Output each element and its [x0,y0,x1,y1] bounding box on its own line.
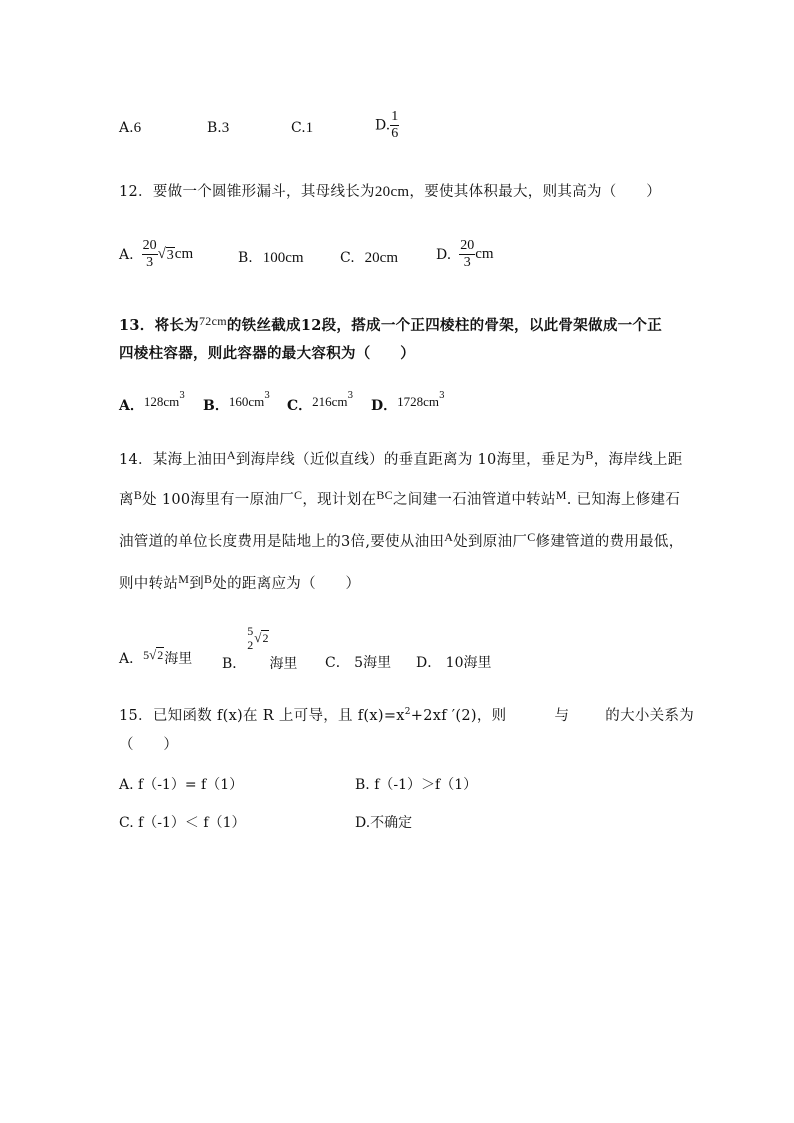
option-label: D. [436,246,452,263]
q14-text: 到 [189,576,204,592]
exponent: 3 [439,391,445,402]
exponent: 3 [264,391,270,402]
coefficient: 5 [143,648,150,662]
option-text: D． 10海里 [416,655,492,671]
unit: cm [475,246,494,262]
q11-option-d [375,109,399,142]
q14-option-d [416,652,492,672]
q14-text: ，海岸线上距 [593,452,683,468]
q13-stem-text-2: 的铁丝截成12段，搭成一个正四棱柱的骨架，以此骨架做成一个正 [226,317,663,334]
option-label: B. [238,250,253,266]
fraction [459,238,475,271]
q12-option-b [238,250,304,267]
exponent: 3 [347,391,354,402]
q15-text: +2xf ′(2)，则 [410,707,507,724]
q14-text: 修建管道的费用最低， [535,534,684,550]
q13-option-c [287,391,354,415]
q12-option-c [340,250,398,267]
q14-stem-line3 [119,532,684,552]
option-text: C． 5海里 [325,655,392,671]
option-label: A. [119,120,134,136]
point-label-b: B [133,488,143,502]
q12-option-d [436,238,494,271]
option-label: B． [203,398,229,414]
q15-option-b [355,774,477,794]
exponent: 2 [404,707,411,717]
option-label: D． [371,398,398,414]
option-text: B. f（-1）＞f（1） [355,777,478,793]
q14-text: 到海岸线（近似直线）的垂直距离为 10海里，垂足为 [235,452,586,468]
fraction [246,624,254,652]
option-value: 216cm [312,394,348,409]
q12-length: 20cm [374,184,410,200]
q14-text: 处 100海里有一原油厂 [142,492,295,508]
q14-option-c [325,652,391,672]
option-text: C. f（-1）＜ f（1） [119,815,246,831]
option-value: 3 [221,120,230,136]
q15-option-d [355,812,412,832]
q14-option-b [222,624,298,672]
fraction-numerator: 20 [460,238,475,253]
q12-stem-text: 12．要做一个圆锥形漏斗，其母线长为 [119,184,375,200]
fraction-numerator: 20 [142,238,157,253]
q15-text: （ ） [119,737,179,753]
fraction-denominator: 3 [463,255,471,270]
option-label: A. [119,246,134,263]
q13-stem-line1 [119,316,662,336]
q12-option-a [119,238,193,271]
q12-stem-text-2: ，要使其体积最大，则其高为（ ） [409,184,661,200]
q13-option-b [203,391,270,415]
fraction [390,109,399,142]
unit: cm [174,246,194,262]
option-value: 128cm [143,394,180,409]
q14-text: 14．某海上油田 [119,452,227,468]
q14-text: 离 [119,492,134,508]
point-label-c: C [294,488,303,502]
fraction-denominator: 3 [146,255,154,270]
option-value: 1 [305,120,314,136]
q13-option-d [371,391,445,415]
unit: 海里 [269,656,298,672]
q12-stem [119,182,661,202]
square-root [149,647,164,663]
q14-stem-line1 [119,450,683,470]
q15-option-a [119,774,243,794]
option-label: B． [222,656,247,672]
q14-text: 则中转站 [119,576,179,592]
radicand: 2 [157,648,164,662]
option-value: 20cm [364,250,398,266]
q14-text: . 已知海上修建石 [566,492,681,508]
q11-option-a [119,120,141,137]
q14-text: 处到原油厂 [453,534,528,550]
option-text: A. f（-1）= f（1） [119,777,244,793]
point-label-a: A [444,530,454,544]
q13-length: 72cm [198,314,227,328]
option-value: 6 [133,120,142,136]
q13-stem-text: 13．将长为 [119,317,199,334]
q15-text: 与 [554,707,570,724]
square-root [254,630,269,646]
option-label: D. [375,117,391,134]
q14-stem-line2 [119,490,680,510]
q14-text: ，现计划在 [302,492,377,508]
fraction-numerator: 1 [391,109,399,124]
segment-label-bc: BC [376,488,393,502]
option-text: D.不确定 [355,815,413,831]
option-label: B. [207,120,222,136]
q13-stem-text-3: 四棱柱容器，则此容器的最大容积为（ ） [119,345,415,362]
fraction [142,238,158,271]
radicand: 3 [166,248,174,263]
q14-text: 处的距离应为（ ） [212,576,361,592]
q15-text: 的大小关系为 [605,707,695,724]
unit: 海里 [164,651,193,667]
q15-stem-line2 [119,735,178,755]
q11-option-b [207,120,229,137]
exponent: 3 [179,391,185,402]
q14-text: 之间建一石油管道中转站 [392,492,556,508]
q15-option-c [119,812,245,832]
q15-stem-line1 [119,702,694,726]
option-label: C． [287,398,313,414]
option-label: C. [340,250,355,266]
q11-option-c [291,120,313,137]
option-value: 1728cm [397,394,440,409]
point-label-m: M [178,572,190,586]
q14-text: 油管道的单位长度费用是陆地上的3倍,要使从油田 [119,534,445,550]
point-label-a: A [226,448,236,462]
option-label: C. [291,120,306,136]
fraction-numerator: 5 [247,624,254,638]
point-label-m: M [555,488,567,502]
square-root [158,246,175,263]
radical-sign: √ [149,647,157,662]
q14-option-a [119,648,192,668]
q13-option-a [119,391,185,415]
point-label-b: B [585,448,594,462]
point-label-b: B [204,572,213,586]
option-label: A． [119,398,144,414]
point-label-c: C [527,530,536,544]
q15-text: 15．已知函数 f(x)在 R 上可导，且 f(x)=x [119,707,405,724]
q14-stem-line4 [119,574,360,594]
radical-sign: √ [157,246,166,262]
fraction-denominator: 6 [391,126,399,141]
radicand: 2 [262,631,269,645]
option-value: 100cm [262,250,304,266]
fraction-denominator: 2 [247,638,254,652]
option-label: A． [119,651,144,667]
q13-stem-line2 [119,344,415,364]
option-value: 160cm [228,394,265,409]
radical-sign: √ [254,630,262,645]
